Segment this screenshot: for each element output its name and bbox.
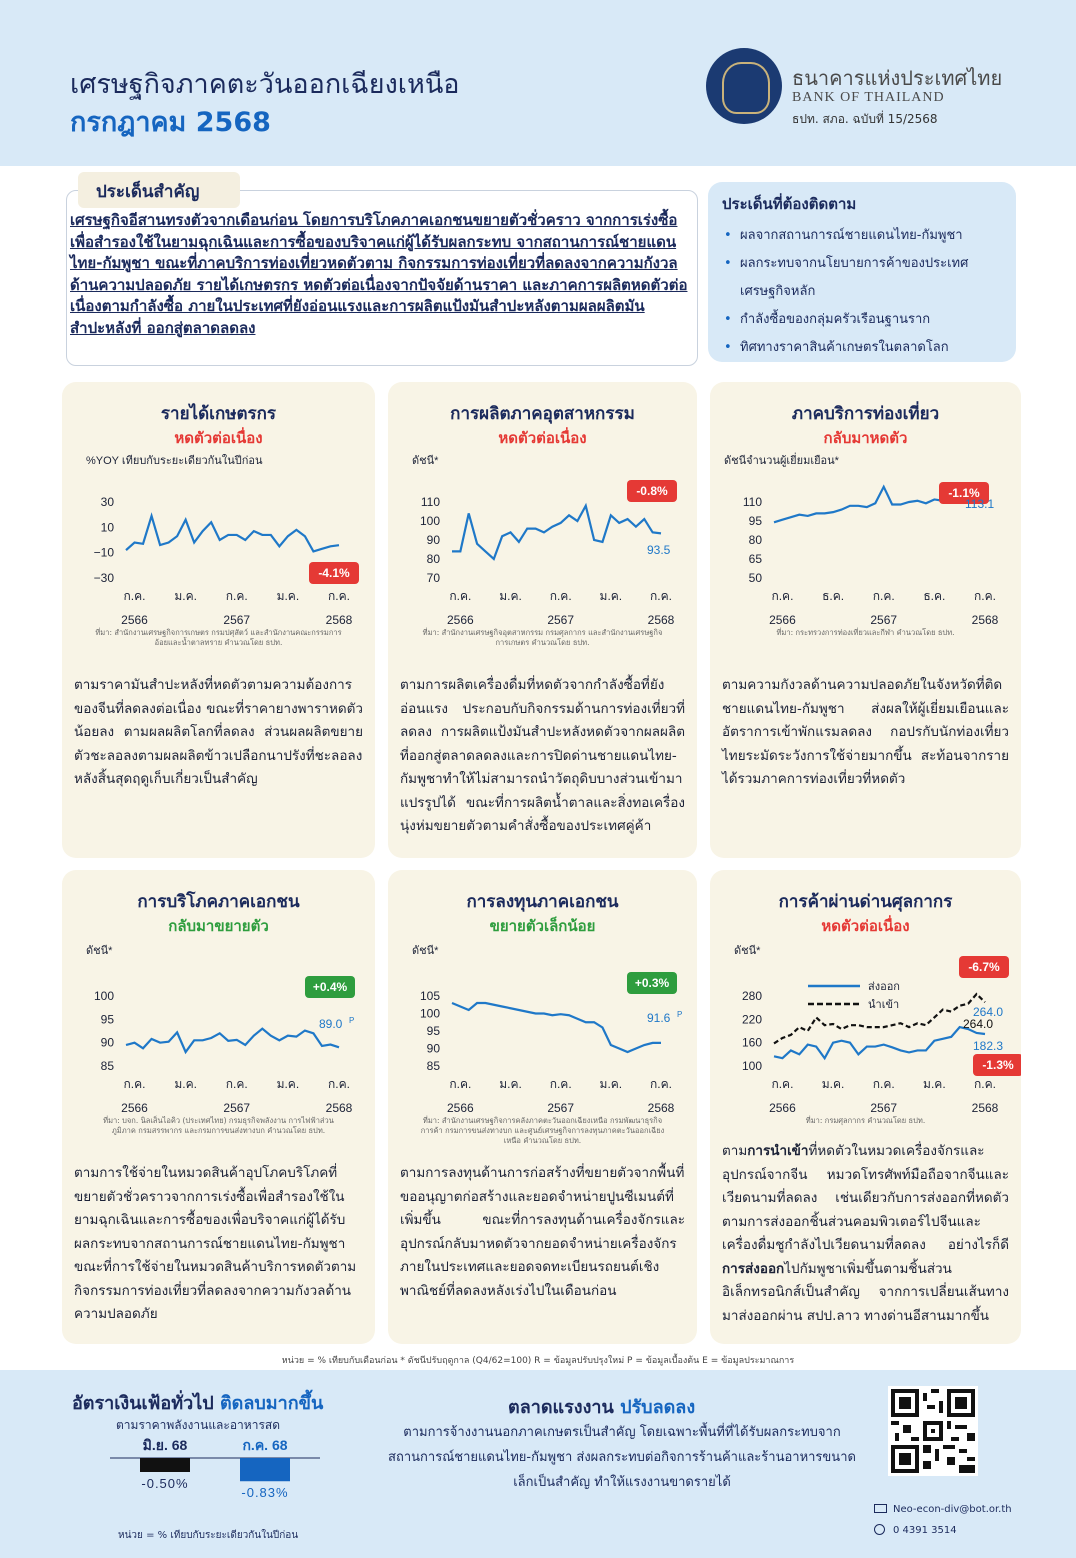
y-tick-label: 85: [100, 1059, 114, 1073]
key-points-text: เศรษฐกิจอีสานทรงตัวจากเดือนก่อน โดยการบริโภคภาคเอกชนขยายตัวชั่วคราว จากการเร่งซื้อเพื่อสำรองใช้ในยามฉุกเฉินและการซื้อของบริจาคแก่ผู้ได้รับผลกระทบ จากสถานการณ์ชายแดนไทย-กัมพูชา ขณะที่ภาคบริการท่องเที่ยวหดตัวตาม กิจกรรมการท่องเที่ยวที่ลดลงจากความกังวลด้านความปลอดภัย รายได้เกษตรกร หดตัวต่อเนื่องจากปัจจัยด้านราคา และภาคการผลิตหดตัวต่อเนื่องตามกำลังซื้อ ภายในประเทศที่ยังอ่อนแรงและการผลิตแป้งมันสำปะหลังตามผลผลิตมันสำปะหลังที่ ออกสู่ตลาดลดลง: [70, 211, 688, 337]
x-year-label: 2567: [870, 613, 898, 627]
x-tick-label: ก.ค.: [449, 589, 472, 603]
svg-text:-1.3%: -1.3%: [982, 1058, 1014, 1072]
page-month: กรกฎาคม 2568: [70, 107, 271, 138]
card-line-chart: [62, 450, 375, 650]
y-tick-label: 70: [426, 571, 440, 585]
card-title: การบริโภคภาคเอกชน: [137, 892, 300, 912]
x-year-label: 2567: [870, 1101, 898, 1115]
x-tick-label: ม.ค.: [174, 589, 197, 603]
card-source: ที่มา: สำนักงานเศรษฐกิจอุตสาหกรรม กรมศุลกากร และสำนักงานเศรษฐกิจการเกษตร คำนวณโดย ธปท.: [422, 628, 663, 647]
y-tick-label: 220: [741, 1012, 762, 1027]
x-tick-label: ก.ค.: [225, 589, 248, 603]
units-note: หน่วย = % เทียบกับเดือนก่อน * ดัชนีปรับฤดูกาล (Q4/62=100) R = ข้อมูลปรับปรุงใหม่ P = ข้อมูลเบื้องต้น E = ข้อมูลประมาณการ: [281, 1356, 795, 1366]
x-tick-label: ก.ค.: [650, 589, 672, 603]
x-tick-label: ม.ค.: [276, 589, 300, 603]
series-line: [452, 1003, 661, 1052]
y-tick-label: 105: [419, 989, 440, 1003]
indicator-card: [710, 870, 1021, 1344]
change-badge: [959, 956, 1009, 978]
y-tick-label: 100: [741, 1059, 762, 1073]
inflation-title: อัตราเงินเฟ้อทั่วไป ติดลบมากขึ้น: [72, 1393, 324, 1414]
card-line-chart: [62, 938, 375, 1138]
y-tick-label: −30: [93, 571, 114, 585]
key-points-tag: ประเด็นสำคัญ: [78, 172, 240, 208]
x-tick-label: ธ.ค.: [822, 589, 845, 603]
inflation-unit: หน่วย = % เทียบกับระยะเดียวกันในปีก่อน: [118, 1530, 299, 1541]
watchlist-item: • กำลังซื้อของกลุ่มครัวเรือนฐานราก: [722, 306, 1002, 334]
y-tick-label: 95: [426, 1024, 440, 1038]
inflation-value: -0.83%: [241, 1485, 289, 1501]
card-title: ภาคบริการท่องเที่ยว: [791, 404, 940, 424]
svg-text:-0.8%: -0.8%: [636, 484, 668, 498]
card-title: การลงทุนภาคเอกชน: [466, 892, 619, 912]
svg-text:-6.7%: -6.7%: [968, 960, 1000, 974]
y-tick-label: 65: [748, 552, 762, 566]
inflation-value: -0.50%: [141, 1476, 189, 1491]
legend-export: ส่งออก: [868, 981, 900, 993]
y-tick-label: 50: [748, 571, 762, 585]
inflation-bar: [140, 1458, 190, 1472]
svg-text:-1.1%: -1.1%: [948, 486, 980, 500]
x-year-label: 2566: [121, 613, 148, 627]
y-tick-label: 280: [741, 989, 762, 1003]
x-tick-label: ก.ค.: [225, 1077, 248, 1091]
card-title: รายได้เกษตรกร: [160, 404, 277, 424]
org-name-en: BANK OF THAILAND: [792, 90, 945, 105]
y-tick-label: 110: [420, 495, 440, 509]
series-line: [126, 516, 339, 551]
x-tick-label: ก.ค.: [328, 1077, 350, 1091]
inflation-category: มิ.ย. 68: [142, 1437, 188, 1453]
x-tick-label: ก.ค.: [549, 589, 572, 603]
org-name-th: ธนาคารแห่งประเทศไทย: [792, 66, 1003, 90]
end-value-label: 89.0: [319, 1017, 343, 1031]
card-body: ตามความกังวลด้านความปลอดภัยในจังหวัดที่ติดชายแดนไทย-กัมพูชา ส่งผลให้ผู้เยี่ยมเยือนและอัตราการเข้าพักแรมลดลง กอปรกับนักท่องเที่ยวไทยระมัดระวังการใช้จ่ายมากขึ้น สะท้อนจากรายได้รวมภาคการท่องเที่ยวที่หดตัว: [722, 677, 1009, 787]
x-year-label: 2568: [325, 1101, 353, 1115]
indicator-card: [710, 382, 1021, 858]
legend-import: นำเข้า: [868, 999, 900, 1011]
y-tick-label: 80: [426, 552, 440, 566]
y-tick-label: 90: [100, 1035, 114, 1050]
y-axis-label: ดัชนี*: [86, 945, 113, 957]
bot-seal-logo: [706, 48, 782, 124]
indicator-card: [62, 382, 375, 858]
card-status: หดตัวต่อเนื่อง: [821, 917, 910, 935]
y-axis-label: ดัชนี*: [412, 455, 439, 467]
inflation-bar-chart: [110, 1432, 320, 1524]
x-tick-label: ม.ค.: [499, 1077, 522, 1091]
x-tick-label: ม.ค.: [499, 589, 522, 603]
series-line: [126, 1029, 339, 1052]
x-year-label: 2568: [647, 613, 675, 627]
y-tick-label: 100: [419, 1006, 440, 1021]
indicator-card: [388, 870, 697, 1344]
x-year-label: 2567: [223, 613, 251, 627]
inflation-bar: [240, 1458, 290, 1481]
card-source: ที่มา: สำนักงานเศรษฐกิจการเกษตร กรมปศุสัตว์ และสำนักงานคณะกรรมการอ้อยและน้ำตาลทราย คำนวณโดย ธปท.: [95, 628, 342, 647]
y-tick-label: −10: [93, 545, 114, 560]
labor-title: ตลาดแรงงาน ปรับลดลง: [508, 1397, 696, 1418]
x-year-label: 2566: [121, 1101, 148, 1115]
y-tick-label: 160: [741, 1035, 762, 1050]
card-status: หดตัวต่อเนื่อง: [174, 429, 263, 447]
end-value-flag: P: [677, 1010, 683, 1019]
y-tick-label: 95: [748, 514, 762, 528]
card-status: กลับมาขยายตัว: [168, 917, 269, 935]
inflation-category: ก.ค. 68: [242, 1437, 288, 1453]
card-line-chart: [388, 450, 697, 650]
end-value-label: 264.0: [973, 1005, 1004, 1019]
y-axis-label: ดัชนี*: [734, 945, 761, 957]
watchlist-title: ประเด็นที่ต้องติดตาม: [722, 195, 857, 213]
card-line-chart: [388, 938, 697, 1138]
y-tick-label: 85: [426, 1059, 440, 1073]
y-tick-label: 90: [426, 533, 440, 547]
qr-code[interactable]: [888, 1386, 978, 1476]
x-year-label: 2568: [971, 613, 999, 627]
y-tick-label: 100: [419, 514, 440, 528]
end-value-flag: P: [349, 1016, 355, 1025]
card-body: ตามการนำเข้าที่หดตัวในหมวดเครื่องจักรและอุปกรณ์จากจีน หมวดโทรศัพท์มือถือจากจีนและเวียดนามที่ลดลง เช่นเดียวกับการส่งออกที่หดตัวตามการส่งออกชิ้นส่วนคอมพิวเตอร์ไปจีนและเครื่องดื่มชูกำลังไปเวียดนามที่ลดลง อย่างไรก็ดี การส่งออกไปกัมพูชาเพิ่มขึ้นตามชิ้นส่วนอิเล็กทรอนิกส์เป็นสำคัญ จากการเปลี่ยนเส้นทางมาส่งออกผ่าน สปป.ลาว ทางด่านอีสานมากขึ้น: [722, 1143, 1009, 1324]
card-source: ที่มา: สำนักงานเศรษฐกิจการคลังภาคตะวันออกเฉียงเหนือ กรมพัฒนาธุรกิจการค้า กรมการขนส่งทางบก และศูนย์เศรษฐกิจการลงทุนภาคตะวันออกเฉียงเหนือ คำนวณโดย ธปท.: [420, 1116, 665, 1145]
card-source: ที่มา: กระทรวงการท่องเที่ยวและกีฬา คำนวณโดย ธปท.: [776, 628, 955, 637]
x-year-label: 2567: [547, 613, 575, 627]
end-value-label: 93.5: [647, 543, 671, 557]
change-badge: [627, 480, 677, 502]
x-tick-label: ก.ค.: [123, 1077, 146, 1091]
x-year-label: 2566: [447, 613, 474, 627]
card-status: หดตัวต่อเนื่อง: [498, 429, 587, 447]
y-tick-label: 110: [742, 495, 762, 509]
svg-text:-4.1%: -4.1%: [318, 566, 350, 580]
y-tick-label: 10: [100, 520, 114, 535]
x-year-label: 2568: [647, 1101, 675, 1115]
card-line-chart: [710, 938, 1021, 1138]
y-tick-label: 80: [748, 533, 762, 547]
change-badge: [309, 562, 359, 584]
x-year-label: 2568: [325, 613, 353, 627]
x-tick-label: ก.ค.: [771, 1077, 794, 1091]
x-tick-label: ม.ค.: [174, 1077, 197, 1091]
end-value-label: 113.1: [965, 497, 995, 511]
card-title: การผลิตภาคอุตสาหกรรม: [450, 404, 635, 424]
y-axis-label: ดัชนี*: [412, 945, 439, 957]
y-axis-label: %YOY เทียบกับระยะเดียวกันในปีก่อน: [86, 455, 263, 467]
indicator-card: [62, 870, 375, 1344]
issue-number: ธปท. สภอ. ฉบับที่ 15/2568: [792, 112, 938, 126]
y-tick-label: 100: [93, 989, 114, 1003]
y-axis-label: ดัชนีจำนวนผู้เยี่ยมเยือน*: [724, 455, 839, 467]
x-tick-label: ก.ค.: [872, 589, 895, 603]
watchlist-item: • ผลกระทบจากนโยบายการค้าของประเทศ เศรษฐกิจหลัก: [722, 250, 1002, 306]
watchlist-item: • ทิศทางราคาสินค้าเกษตรในตลาดโลก: [722, 334, 1002, 362]
card-body: ตามการผลิตเครื่องดื่มที่หดตัวจากกำลังซื้อที่ยังอ่อนแรง ประกอบกับกิจกรรมด้านการท่องเที่ยวที่ลดลง การผลิตแป้งมันสำปะหลังหดตัวจากผลผลิตที่ออกสู่ตลาดลดลงและการปิดด่านชายแดนไทย-กัมพูชาทำให้ไม่สามารถนำวัตถุดิบบางส่วนเข้ามาแปรรูปได้ ขณะที่การผลิตน้ำตาลและสิ่งทอเครื่องนุ่งห่มขยายตัวตามคำสั่งซื้อของประเทศคู่ค้า: [400, 677, 685, 834]
x-tick-label: ม.ค.: [599, 589, 623, 603]
card-body: ตามการใช้จ่ายในหมวดสินค้าอุปโภคบริโภคที่ขยายตัวชั่วคราวจากการเร่งซื้อเพื่อสำรองใช้ในยามฉุกเฉินและการซื้อของเพื่อบริจาคแก่ผู้ได้รับผลกระทบจากสถานการณ์ชายแดนไทย-กัมพูชา ขณะที่การใช้จ่ายในหมวดสินค้าบริการหดตัวตามกิจกรรมการท่องเที่ยวที่ลดลงจากความกังวลด้านความปลอดภัย: [74, 1165, 357, 1322]
watchlist-box: [708, 182, 1016, 362]
x-tick-label: ก.ค.: [449, 1077, 472, 1091]
y-tick-label: 90: [426, 1041, 440, 1056]
card-source: ที่มา: กรมศุลกากร คำนวณโดย ธปท.: [805, 1116, 926, 1125]
contact-phone[interactable]: 0 4391 3514: [874, 1524, 957, 1536]
x-tick-label: ม.ค.: [923, 1077, 946, 1091]
x-year-label: 2568: [971, 1101, 999, 1115]
end-value-label: 182.3: [973, 1039, 1004, 1053]
series-line: [452, 506, 661, 559]
x-year-label: 2566: [447, 1101, 474, 1115]
x-tick-label: ก.ค.: [650, 1077, 672, 1091]
end-value-label: 264.0: [963, 1017, 994, 1031]
svg-text:+0.3%: +0.3%: [634, 976, 670, 990]
svg-text:+0.4%: +0.4%: [312, 980, 348, 994]
contact-email[interactable]: Neo-econ-div@bot.or.th: [874, 1504, 1012, 1515]
end-value-label: 91.6: [647, 1011, 671, 1025]
card-line-chart: [710, 450, 1021, 650]
card-status: ขยายตัวเล็กน้อย: [489, 917, 596, 935]
x-tick-label: ม.ค.: [821, 1077, 845, 1091]
labor-body: ตามการจ้างงานนอกภาคเกษตรเป็นสำคัญ โดยเฉพาะพื้นที่ที่ได้รับผลกระทบจากสถานการณ์ชายแดนไทย-กัมพูชา ส่งผลกระทบต่อกิจการร้านค้าและร้านอาหารขนาดเล็กเป็นสำคัญ ทำให้แรงงานขาดรายได้: [388, 1425, 856, 1490]
watchlist-item: • ผลจากสถานการณ์ชายแดนไทย-กัมพูชา: [722, 222, 1002, 250]
card-title: การค้าผ่านด่านศุลกากร: [778, 892, 953, 912]
x-tick-label: ม.ค.: [276, 1077, 300, 1091]
x-year-label: 2567: [547, 1101, 575, 1115]
x-tick-label: ก.ค.: [872, 1077, 895, 1091]
x-year-label: 2566: [769, 613, 796, 627]
x-tick-label: ก.ค.: [974, 589, 996, 603]
x-tick-label: ก.ค.: [771, 589, 794, 603]
card-status: กลับมาหดตัว: [823, 429, 908, 447]
x-tick-label: ธ.ค.: [923, 589, 946, 603]
inflation-subtitle: ตามราคาพลังงานและอาหารสด: [116, 1418, 281, 1432]
x-tick-label: ม.ค.: [599, 1077, 623, 1091]
x-tick-label: ก.ค.: [328, 589, 350, 603]
change-badge: [305, 976, 355, 998]
x-tick-label: ก.ค.: [974, 1077, 996, 1091]
y-tick-label: 30: [100, 495, 114, 509]
mail-icon: [874, 1504, 887, 1513]
y-tick-label: 95: [100, 1012, 114, 1027]
card-source: ที่มา: บจก. นิลเส็นไอคิว (ประเทศไทย) กรมธุรกิจพลังงาน การไฟฟ้าส่วนภูมิภาค กรมสรรพากร และกรมการขนส่งทางบก คำนวณโดย ธปท.: [103, 1116, 334, 1135]
x-tick-label: ก.ค.: [549, 1077, 572, 1091]
card-body: ตามราคามันสำปะหลังที่หดตัวตามความต้องการของจีนที่ลดลงต่อเนื่อง ขณะที่ราคายางพาราหดตัวน้อยลง ตามผลผลิตโลกที่ลดลง ส่วนผลผลิตขยายตัวชะลอลงตามผลผลิตข้าวเปลือกนาปรังที่ชะลอลง หลังสิ้นสุดฤดูเก็บเกี่ยวเป็นสำคัญ: [74, 677, 363, 787]
series-line: [774, 1027, 985, 1058]
x-year-label: 2567: [223, 1101, 251, 1115]
indicator-card: [388, 382, 697, 858]
phone-icon: [874, 1524, 885, 1535]
change-badge: [973, 1054, 1021, 1076]
page-title: เศรษฐกิจภาคตะวันออกเฉียงเหนือ: [70, 69, 460, 100]
card-body: ตามการลงทุนด้านการก่อสร้างที่ขยายตัวจากพื้นที่ขออนุญาตก่อสร้างและยอดจำหน่ายปูนซีเมนต์ที่เพิ่มขึ้น ขณะที่การลงทุนด้านเครื่องจักรและอุปกรณ์กลับมาหดตัวจากยอดจำหน่ายเครื่องจักรภายในประเทศและยอดจดทะเบียนรถยนต์เชิงพาณิชย์ที่ลดลงหลังเร่งไปในเดือนก่อน: [400, 1165, 685, 1299]
change-badge: [627, 972, 677, 994]
x-year-label: 2566: [769, 1101, 796, 1115]
x-tick-label: ก.ค.: [123, 589, 146, 603]
